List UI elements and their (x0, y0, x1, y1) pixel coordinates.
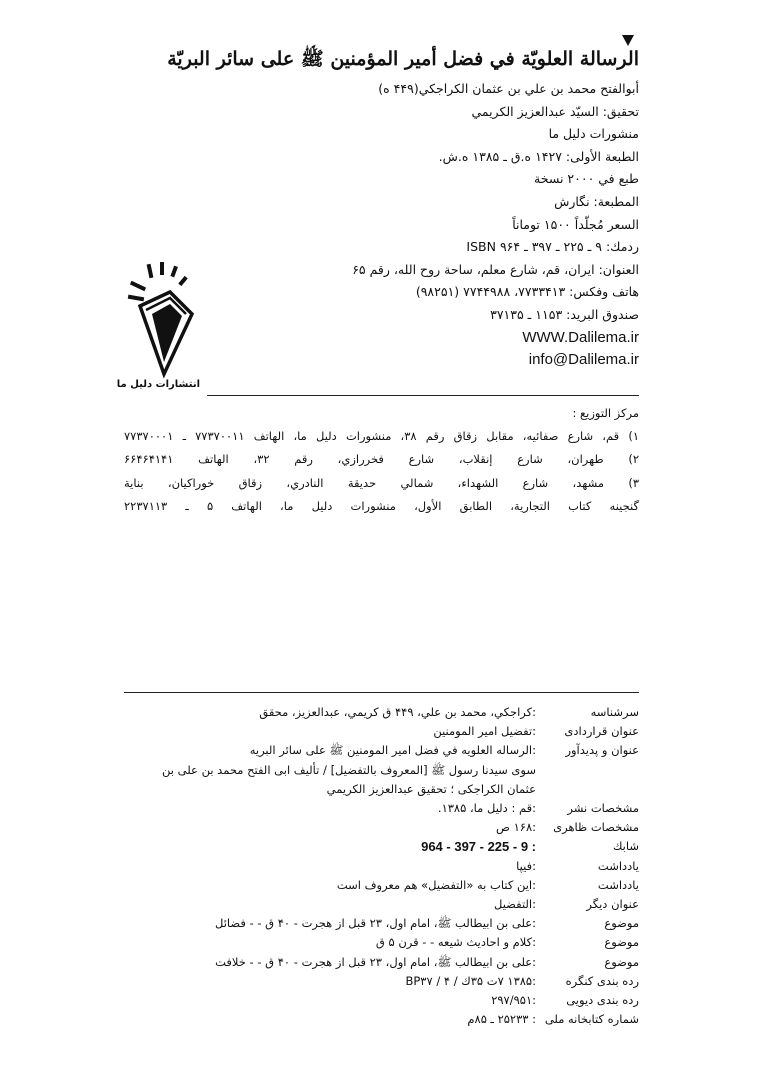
catalog-row (124, 914, 639, 933)
catalog-label: شماره كتابخانه ملى (544, 1012, 639, 1027)
catalog-row (124, 722, 639, 741)
catalog-values (124, 895, 536, 914)
catalog-value: عثمان الكراجكى ؛ تحقيق عبدالعزيز الكريمي (326, 781, 536, 796)
catalog-label: يادداشت (597, 858, 639, 873)
catalog-values (124, 991, 536, 1010)
catalog-value: :قم : دليل ما، ۱۳۸۵. (437, 801, 536, 816)
edition-line: الطبعة الأولى: ۱۴۲۷ ه.ق ـ ۱۳۸۵ ه.ش. (438, 148, 639, 164)
catalog-row (124, 876, 639, 895)
price-line: السعر مُجلّداً ۱۵۰۰ توماناً (512, 216, 639, 232)
open-book-light-icon (126, 262, 200, 397)
catalog-row (124, 1010, 639, 1029)
catalog-value: :۱۶۸ ص (496, 820, 536, 835)
distribution-line: ۱) قم، شارع صفائيه، مقابل زقاق رقم ۳۸، منشورات دليل ما، الهاتف ۷۷۳۷۰۰۱۱ ـ ۷۷۳۷۰۰۰۱ (124, 429, 639, 444)
catalog-value: :الرساله العلويه في فضل امير المومنين ﷺ على سائر البريه (249, 743, 536, 758)
catalog-label: عنوان قراردادى (564, 724, 639, 739)
author-line: أبوالفتح محمد بن علي بن عثمان الكراجكي(۴۴۹ ه) (378, 81, 639, 96)
catalog-value: :فيپا (516, 858, 536, 873)
distribution-line: ۲) طهران، شارع إنقلاب، شارع فخررازي، رقم ۳۲، الهاتف ۶۶۴۶۴۱۴۱ (124, 452, 639, 467)
catalog-row (124, 818, 639, 837)
catalog-values (124, 799, 536, 818)
catalog-values (124, 914, 536, 933)
press-line: المطبعة: نگارش (554, 193, 639, 209)
catalog-label: رده بندى كنگره (565, 973, 639, 988)
catalog-value: 964 - 397 - 225 - 9 : (421, 839, 536, 855)
catalog-row (124, 953, 639, 972)
email-link[interactable]: info@Dalilema.ir (528, 351, 639, 369)
catalog-value: : ۲۵۲۳۳ ـ ۸۵م (467, 1012, 536, 1027)
publisher-line: منشورات دليل ما (548, 126, 639, 142)
catalog-label: موضوع (604, 916, 639, 931)
catalog-values (124, 837, 536, 856)
divider (124, 692, 639, 693)
catalog-row (124, 703, 639, 722)
catalog-label: سرشناسه (590, 705, 639, 719)
catalog-values (124, 1010, 536, 1029)
print-run-line: طبع في ۲۰۰۰ نسخة (534, 171, 639, 187)
marker-triangle-icon (622, 35, 634, 46)
catalog-label: رده بندى ديويى (566, 993, 639, 1008)
catalog-values (124, 703, 536, 722)
catalog-value: :على بن ابيطالب ﷺ، امام اول، ۲۳ قبل از هجرت - ۴۰ ق - - خلافت (215, 954, 536, 969)
catalog-label: يادداشت (597, 877, 639, 892)
catalog-row (124, 857, 639, 876)
catalog-label: مشخصات نشر (567, 801, 639, 816)
website-link[interactable]: WWW.Dalilema.ir (522, 328, 639, 346)
catalog-values (124, 876, 536, 895)
catalog-label: موضوع (604, 935, 639, 950)
catalog-values (124, 953, 536, 972)
po-box-line: صندوق البريد: ۱۱۵۳ ـ ۳۷۱۳۵ (490, 306, 639, 322)
divider (207, 395, 639, 396)
catalog-values (124, 818, 536, 837)
catalog-value: :تفضيل امير المومنين (433, 724, 536, 739)
catalog-row (124, 895, 639, 914)
address-line: العنوان: ايران، قم، شارع معلم، ساحة روح الله، رقم ۶۵ (352, 261, 639, 277)
distribution-line: گنجينه كتاب التجارية، الطابق الأول، منشورات دليل ما، الهاتف ۵ ـ ۲۲۳۷۱۱۳ (124, 498, 639, 513)
catalog-values (124, 857, 536, 876)
catalog-row (124, 799, 639, 818)
catalog-value: :على بن ابيطالب ﷺ، امام اول، ۲۳ قبل از هجرت - ۴۰ ق - - فضائل (215, 916, 536, 931)
catalog-values (124, 933, 536, 952)
catalog-values (124, 741, 536, 799)
book-title: الرسالة العلويّة في فضل أمير المؤمنين ﷺ على سائر البريّة (167, 48, 639, 70)
distribution-line: ۳) مشهد، شارع الشهداء، شمالي حديقة النادري، زقاق خوراكيان، بناية (124, 475, 639, 490)
catalog-row (124, 991, 639, 1010)
distribution-centers (124, 402, 639, 518)
catalog-value: :كلام و احاديث شيعه - - قرن ۵ ق (375, 935, 536, 950)
catalog-row (124, 741, 639, 799)
catalog-label: شابك (612, 839, 639, 854)
catalog-value: :۲۹۷/۹۵۱ (491, 993, 536, 1008)
catalog-value: :التفضيل (493, 897, 536, 912)
catalog-row (124, 933, 639, 952)
isbn-line: ردمك: ۹ ـ ۲۲۵ ـ ۳۹۷ ـ ۹۶۴ ISBN (466, 239, 639, 255)
phone-fax-line: هاتف وفكس: ۷۷۳۳۴۱۳، ۷۷۴۴۹۸۸ (۹۸۲۵۱) (415, 284, 639, 300)
catalog-values (124, 722, 536, 741)
catalog-value: :اين كتاب به «التفضيل» هم معروف است (336, 877, 536, 892)
editor-line: تحقيق: السيّد عبدالعزيز الكريمي (471, 103, 639, 119)
distribution-heading: مركز التوزيع : (572, 406, 639, 420)
catalog-row (124, 972, 639, 991)
cataloging-record (124, 703, 639, 1029)
catalog-values (124, 972, 536, 991)
catalog-row (124, 837, 639, 856)
catalog-label: مشخصات ظاهرى (553, 820, 639, 835)
logo-text: انتشارات دلیل ما (116, 379, 200, 390)
catalog-label: موضوع (604, 954, 639, 969)
catalog-value: :كراجكي، محمد بن علي، ۴۴۹ ق كريمي، عبدالعزيز، محقق (259, 705, 536, 719)
catalog-label: عنوان ديگر (586, 897, 639, 912)
catalog-value: سوى سيدنا رسول ﷺ [المعروف بالتفضيل] / تأليف ابى الفتح محمد بن على بن (162, 762, 536, 777)
catalog-label: عنوان و پديدآور (565, 743, 639, 758)
catalog-value: :۱۳۸۵ ۷ت ۳۵ك / ۴ / BP۳۷ (405, 973, 536, 988)
